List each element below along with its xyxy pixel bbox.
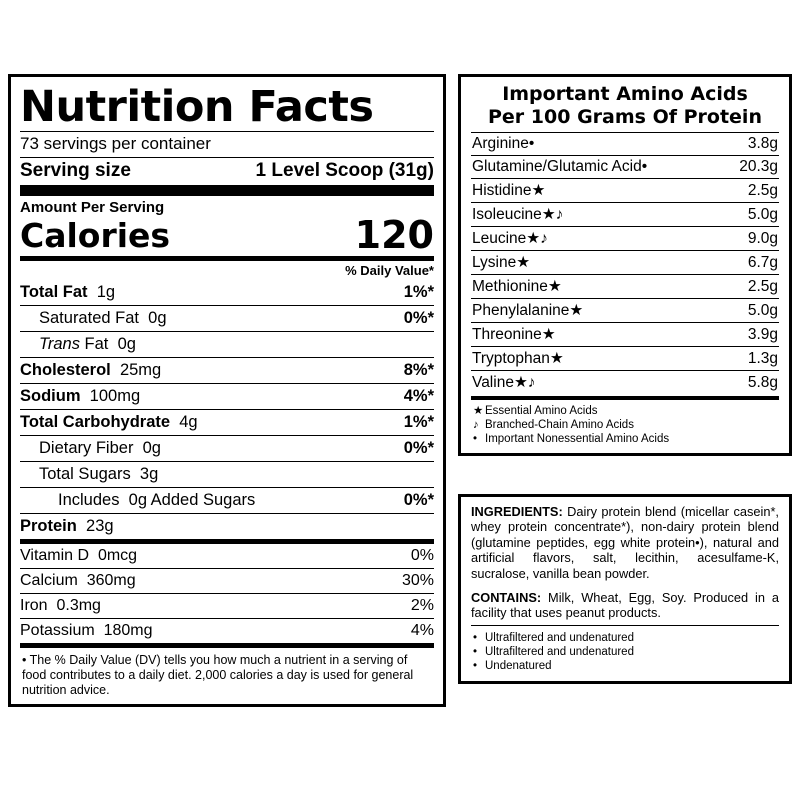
note-text: Ultrafiltered and undenatured <box>485 631 634 644</box>
nutrient-row <box>20 462 434 488</box>
amino-acid-value: 5.0g <box>747 302 778 319</box>
nutrient-amount: 4g <box>179 413 198 431</box>
amino-acid-name: Lysine <box>472 254 517 271</box>
amino-acid-value: 6.7g <box>747 254 778 271</box>
contains-body: Milk, Wheat, Egg, Soy. Produced in a facility that uses peanut products. <box>471 590 779 621</box>
legend-text: Branched-Chain Amino Acids <box>485 419 634 431</box>
amino-acid-value: 1.3g <box>747 350 778 367</box>
micronutrient-dv: 30% <box>401 572 434 589</box>
legend-item <box>471 418 779 432</box>
micronutrient-row <box>20 619 434 643</box>
nutrient-row <box>20 410 434 436</box>
amino-acid-marks: • <box>528 135 535 152</box>
contains-paragraph <box>471 590 779 621</box>
nutrient-amount: 100mg <box>89 387 141 405</box>
amino-acid-value: 3.8g <box>747 135 778 152</box>
nutrient-row <box>20 332 434 358</box>
amino-acid-row <box>471 370 779 394</box>
amino-acid-value: 9.0g <box>747 230 778 247</box>
amino-acid-name: Phenylalanine <box>472 302 570 319</box>
micronutrient-label: Vitamin D <box>20 547 90 564</box>
serving-size-label: Serving size <box>20 160 131 181</box>
amino-acid-value: 2.5g <box>747 182 778 199</box>
note-text: Undenatured <box>485 659 552 672</box>
note-bullet: • <box>473 645 478 658</box>
nutrient-amount: 1g <box>96 283 116 301</box>
note-item <box>471 659 779 673</box>
nutrient-dv: 4%* <box>403 387 434 405</box>
micronutrient-dv: 4% <box>410 622 434 639</box>
micronutrient-row <box>20 594 434 619</box>
nutrient-amount: 0g Added Sugars <box>128 491 256 509</box>
nutrient-row <box>20 514 434 539</box>
amino-acid-name: Arginine <box>472 135 529 152</box>
amino-acid-row <box>471 155 779 178</box>
amino-acid-name: Valine <box>472 374 514 391</box>
amino-acid-row <box>471 132 779 155</box>
nutrient-row <box>20 280 434 306</box>
amino-acid-name: Methionine <box>472 278 548 295</box>
micronutrient-row <box>20 569 434 594</box>
note-item <box>471 645 779 659</box>
nutrient-label-suffix: Fat <box>84 335 109 353</box>
micronutrient-amount: 180mg <box>103 622 153 639</box>
amino-acid-marks: ★ <box>516 254 531 271</box>
nutrient-dv: 8%* <box>403 361 434 379</box>
nutrient-label: Trans <box>39 335 80 353</box>
ingredients-paragraph <box>471 504 779 581</box>
nutrient-row <box>20 306 434 332</box>
micronutrient-amount: 0mcg <box>97 547 138 564</box>
nutrient-label: Sodium <box>20 387 81 405</box>
amino-acid-value: 5.0g <box>747 206 778 223</box>
nutrient-label: Total Sugars <box>39 465 131 483</box>
amino-acid-marks: ★ <box>547 278 562 295</box>
calories-value: 120 <box>354 213 434 257</box>
daily-value-footnote: • The % Daily Value (DV) tells you how much a nutrient in a serving of food contributes to a daily diet. 2,000 calories a day is used for general nutrition advice. <box>22 653 414 697</box>
nutrient-row <box>20 436 434 462</box>
legend-symbol: ★ <box>473 405 484 417</box>
amino-acid-marks: ★♪ <box>513 374 536 391</box>
nutrient-dv: 0%* <box>403 491 434 509</box>
amino-acid-name: Tryptophan <box>472 350 550 367</box>
nutrient-label: Dietary Fiber <box>39 439 134 457</box>
amino-acid-name: Leucine <box>472 230 527 247</box>
amino-acid-row <box>471 298 779 322</box>
amount-per-serving-label: Amount Per Serving <box>20 199 165 216</box>
nutrient-row <box>20 384 434 410</box>
nutrient-row <box>20 488 434 514</box>
nutrient-amount: 0g <box>142 439 161 457</box>
legend-symbol: • <box>473 433 478 445</box>
nutrient-label: Protein <box>20 517 77 535</box>
micronutrient-dv: 0% <box>410 547 434 564</box>
amino-acid-row <box>471 346 779 370</box>
nutrient-dv: 0%* <box>403 439 434 457</box>
daily-value-header: % Daily Value* <box>345 263 434 278</box>
ingredients-heading: INGREDIENTS: <box>471 504 563 519</box>
nutrient-label: Total Carbohydrate <box>20 413 171 431</box>
legend-item <box>471 432 779 446</box>
amino-acid-name: Isoleucine <box>472 206 542 223</box>
amino-acid-row <box>471 322 779 346</box>
amino-acid-row <box>471 274 779 298</box>
calories-row <box>20 213 434 257</box>
nutrient-label: Includes <box>58 491 120 509</box>
nutrient-label: Cholesterol <box>20 361 111 379</box>
amino-acid-marks: ★ <box>549 350 564 367</box>
nutrient-label: Total Fat <box>20 283 88 301</box>
nutrient-amount: 0g <box>117 335 136 353</box>
amino-acid-row <box>471 226 779 250</box>
legend-symbol: ♪ <box>473 419 479 431</box>
amino-acid-name: Histidine <box>472 182 532 199</box>
amino-acid-marks: ★ <box>541 326 556 343</box>
nutrition-facts-title: Nutrition Facts <box>20 82 374 132</box>
amino-acid-marks: • <box>641 158 648 175</box>
amino-acid-marks: ★♪ <box>526 230 548 247</box>
amino-acid-row <box>471 202 779 226</box>
amino-acid-value: 2.5g <box>747 278 778 295</box>
ingredients-panel <box>458 494 792 684</box>
serving-size-value: 1 Level Scoop (31g) <box>255 160 434 181</box>
note-bullet: • <box>473 659 478 672</box>
amino-acid-value: 5.8g <box>747 374 778 391</box>
amino-acids-title <box>471 83 779 129</box>
amino-acid-value: 3.9g <box>747 326 778 343</box>
micronutrient-label: Iron <box>20 597 48 614</box>
amino-acid-row <box>471 250 779 274</box>
servings-per-container: 73 servings per container <box>20 134 211 153</box>
nutrient-row <box>20 358 434 384</box>
ingredient-notes <box>471 625 779 673</box>
divider-thick <box>20 185 434 196</box>
amino-acid-value: 20.3g <box>739 158 778 175</box>
nutrient-amount: 3g <box>139 465 159 483</box>
amino-acid-row <box>471 178 779 202</box>
ingredients-body: Dairy protein blend (micellar casein*, whey protein concentrate*), non-dairy protein blend (glutamine peptides, egg white protein•), natural and artificial flavors, salt, lecithin, acesulfame-K, sucralose, vanilla bean powder. <box>471 504 779 581</box>
nutrient-amount: 23g <box>86 517 114 535</box>
note-item <box>471 631 779 645</box>
amino-acids-title-line2: Per 100 Grams Of Protein <box>488 106 762 128</box>
amino-acids-legend <box>471 396 779 446</box>
amino-acid-marks: ★ <box>531 182 546 199</box>
nutrition-facts-panel <box>8 74 446 707</box>
legend-text: Essential Amino Acids <box>485 405 598 417</box>
note-text: Ultrafiltered and undenatured <box>485 645 634 658</box>
amino-acid-name: Threonine <box>472 326 542 343</box>
micronutrient-amount: 0.3mg <box>56 597 101 614</box>
micronutrient-label: Calcium <box>20 572 78 589</box>
nutrient-amount: 0g <box>148 309 167 327</box>
calories-label: Calories <box>20 216 171 255</box>
amino-acid-marks: ★ <box>569 302 584 319</box>
amino-acids-panel <box>458 74 792 456</box>
micronutrient-dv: 2% <box>410 597 434 614</box>
serving-size-row <box>20 158 434 185</box>
nutrient-dv: 1%* <box>403 283 434 301</box>
legend-item <box>471 404 779 418</box>
legend-text: Important Nonessential Amino Acids <box>485 433 670 445</box>
micronutrient-amount: 360mg <box>86 572 136 589</box>
micronutrient-row <box>20 544 434 569</box>
amino-acid-marks: ★♪ <box>541 206 564 223</box>
nutrient-dv: 1%* <box>403 413 434 431</box>
amino-acid-name: Glutamine/Glutamic Acid <box>472 158 642 175</box>
nutrient-amount: 25mg <box>119 361 162 379</box>
micronutrient-label: Potassium <box>20 622 95 639</box>
amino-acids-title-line1: Important Amino Acids <box>502 83 748 105</box>
note-bullet: • <box>473 631 478 644</box>
nutrient-label: Saturated Fat <box>39 309 139 327</box>
contains-heading: CONTAINS: <box>471 590 542 606</box>
nutrient-dv: 0%* <box>403 309 434 327</box>
